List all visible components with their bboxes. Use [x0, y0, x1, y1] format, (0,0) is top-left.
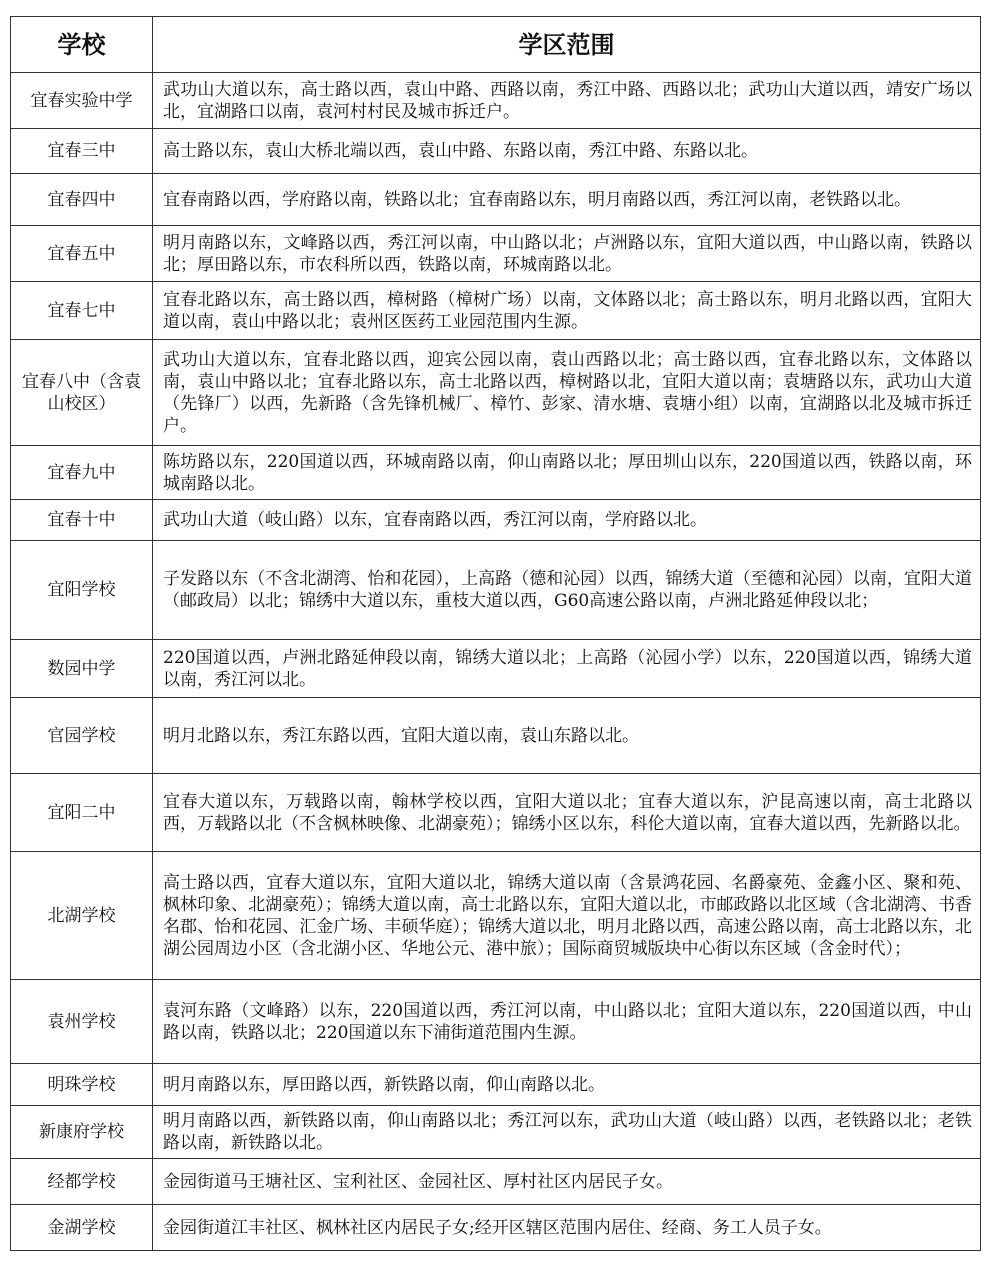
table-row	[11, 446, 981, 500]
table-row	[11, 1159, 981, 1205]
school-name: 宜春七中	[11, 282, 153, 340]
table-row	[11, 226, 981, 282]
school-name: 宜春十中	[11, 500, 153, 541]
district-range: 袁河东路（文峰路）以东，220国道以西，秀江河以南，中山路以北；宜阳大道以东，220国道以西，中山路以南，铁路以北；220国道以东下浦街道范围内生源。	[153, 980, 981, 1064]
table-row	[11, 774, 981, 852]
header-school: 学校	[11, 17, 153, 73]
table-row	[11, 852, 981, 980]
district-range: 陈坊路以东，220国道以西，环城南路以南，仰山南路以北；厚田圳山以东，220国道以西，铁路以南，环城南路以北。	[153, 446, 981, 500]
school-name: 宜春九中	[11, 446, 153, 500]
school-name: 金湖学校	[11, 1205, 153, 1251]
school-name: 宜春实验中学	[11, 73, 153, 129]
district-range: 明月北路以东，秀江东路以西，宜阳大道以南，袁山东路以北。	[153, 698, 981, 774]
table-row	[11, 1106, 981, 1159]
table-row	[11, 1205, 981, 1251]
district-range: 宜春大道以东，万载路以南，翰林学校以西，宜阳大道以北；宜春大道以东，沪昆高速以南，高士北路以西，万载路以北（不含枫林映像、北湖豪苑）；锦绣小区以东，科伦大道以南，宜春大道以西，先新路以北。	[153, 774, 981, 852]
district-range: 高士路以西，宜春大道以东，宜阳大道以北，锦绣大道以南（含景鸿花园、名爵豪苑、金鑫小区、聚和苑、枫林印象、北湖豪苑）；锦绣大道以南，高士北路以东，宜阳大道以北，市邮政路以北区域（含北湖湾、书香名郡、怡和花园、汇金广场、丰硕华庭）；锦绣大道以北，明月北路以西，高速公路以南，高士北路以东，北湖公园周边小区（含北湖小区、华地公元、港中旅）；国际商贸城版块中心街以东区域（含金时代）；	[153, 852, 981, 980]
table-row	[11, 340, 981, 446]
school-name: 袁州学校	[11, 980, 153, 1064]
table-row	[11, 174, 981, 226]
table-row	[11, 541, 981, 640]
table-row	[11, 500, 981, 541]
district-range: 明月南路以东，厚田路以西，新铁路以南，仰山南路以北。	[153, 1064, 981, 1106]
table-row	[11, 129, 981, 174]
district-range: 高士路以东，袁山大桥北端以西，袁山中路、东路以南，秀江中路、东路以北。	[153, 129, 981, 174]
table-row	[11, 1064, 981, 1106]
school-district-table	[10, 16, 981, 1251]
table-header-row	[11, 17, 981, 73]
district-range: 明月南路以西，新铁路以南，仰山南路以北；秀江河以东，武功山大道（岐山路）以西，老铁路以北；老铁路以南，新铁路以北。	[153, 1106, 981, 1159]
table-row	[11, 640, 981, 698]
district-range: 明月南路以东，文峰路以西，秀江河以南，中山路以北；卢洲路以东，宜阳大道以西，中山路以南，铁路以北；厚田路以东，市农科所以西，铁路以南，环城南路以北。	[153, 226, 981, 282]
district-range: 宜春南路以西，学府路以南，铁路以北；宜春南路以东，明月南路以西，秀江河以南，老铁路以北。	[153, 174, 981, 226]
school-name: 宜春八中（含袁山校区）	[11, 340, 153, 446]
school-name: 宜春五中	[11, 226, 153, 282]
district-range: 武功山大道（岐山路）以东，宜春南路以西，秀江河以南，学府路以北。	[153, 500, 981, 541]
district-range: 武功山大道以东，宜春北路以西，迎宾公园以南，袁山西路以北；高士路以西，宜春北路以东，文体路以南，袁山中路以北；宜春北路以东，高士北路以西，樟树路以北，宜阳大道以南；袁塘路以东，武功山大道（先锋厂）以西，先新路（含先锋机械厂、樟竹、彭家、清水塘、袁塘小组）以南，宜湖路以北及城市拆迁户。	[153, 340, 981, 446]
table-row	[11, 282, 981, 340]
district-range: 武功山大道以东，高士路以西，袁山中路、西路以南，秀江中路、西路以北；武功山大道以西，靖安广场以北，宜湖路口以南，袁河村村民及城市拆迁户。	[153, 73, 981, 129]
school-name: 宜阳学校	[11, 541, 153, 640]
school-name: 新康府学校	[11, 1106, 153, 1159]
district-range: 金园街道马王塘社区、宝利社区、金园社区、厚村社区内居民子女。	[153, 1159, 981, 1205]
district-range: 宜春北路以东，高士路以西，樟树路（樟树广场）以南，文体路以北；高士路以东，明月北路以西，宜阳大道以南，袁山中路以北；袁州区医药工业园范围内生源。	[153, 282, 981, 340]
school-name: 宜春三中	[11, 129, 153, 174]
school-name: 官园学校	[11, 698, 153, 774]
school-name: 明珠学校	[11, 1064, 153, 1106]
school-name: 经都学校	[11, 1159, 153, 1205]
header-range: 学区范围	[153, 17, 981, 73]
table-row	[11, 73, 981, 129]
school-name: 宜春四中	[11, 174, 153, 226]
school-name: 宜阳二中	[11, 774, 153, 852]
district-range: 220国道以西，卢洲北路延伸段以南，锦绣大道以北；上高路（沁园小学）以东，220国道以西，锦绣大道以南，秀江河以北。	[153, 640, 981, 698]
school-name: 数园中学	[11, 640, 153, 698]
school-name: 北湖学校	[11, 852, 153, 980]
district-range: 金园街道江丰社区、枫林社区内居民子女;经开区辖区范围内居住、经商、务工人员子女。	[153, 1205, 981, 1251]
district-range: 子发路以东（不含北湖湾、怡和花园），上高路（德和沁园）以西，锦绣大道（至德和沁园）以南，宜阳大道（邮政局）以北；锦绣中大道以东，重枝大道以西，G60高速公路以南，卢洲北路延伸段以北；	[153, 541, 981, 640]
table-row	[11, 698, 981, 774]
table-row	[11, 980, 981, 1064]
